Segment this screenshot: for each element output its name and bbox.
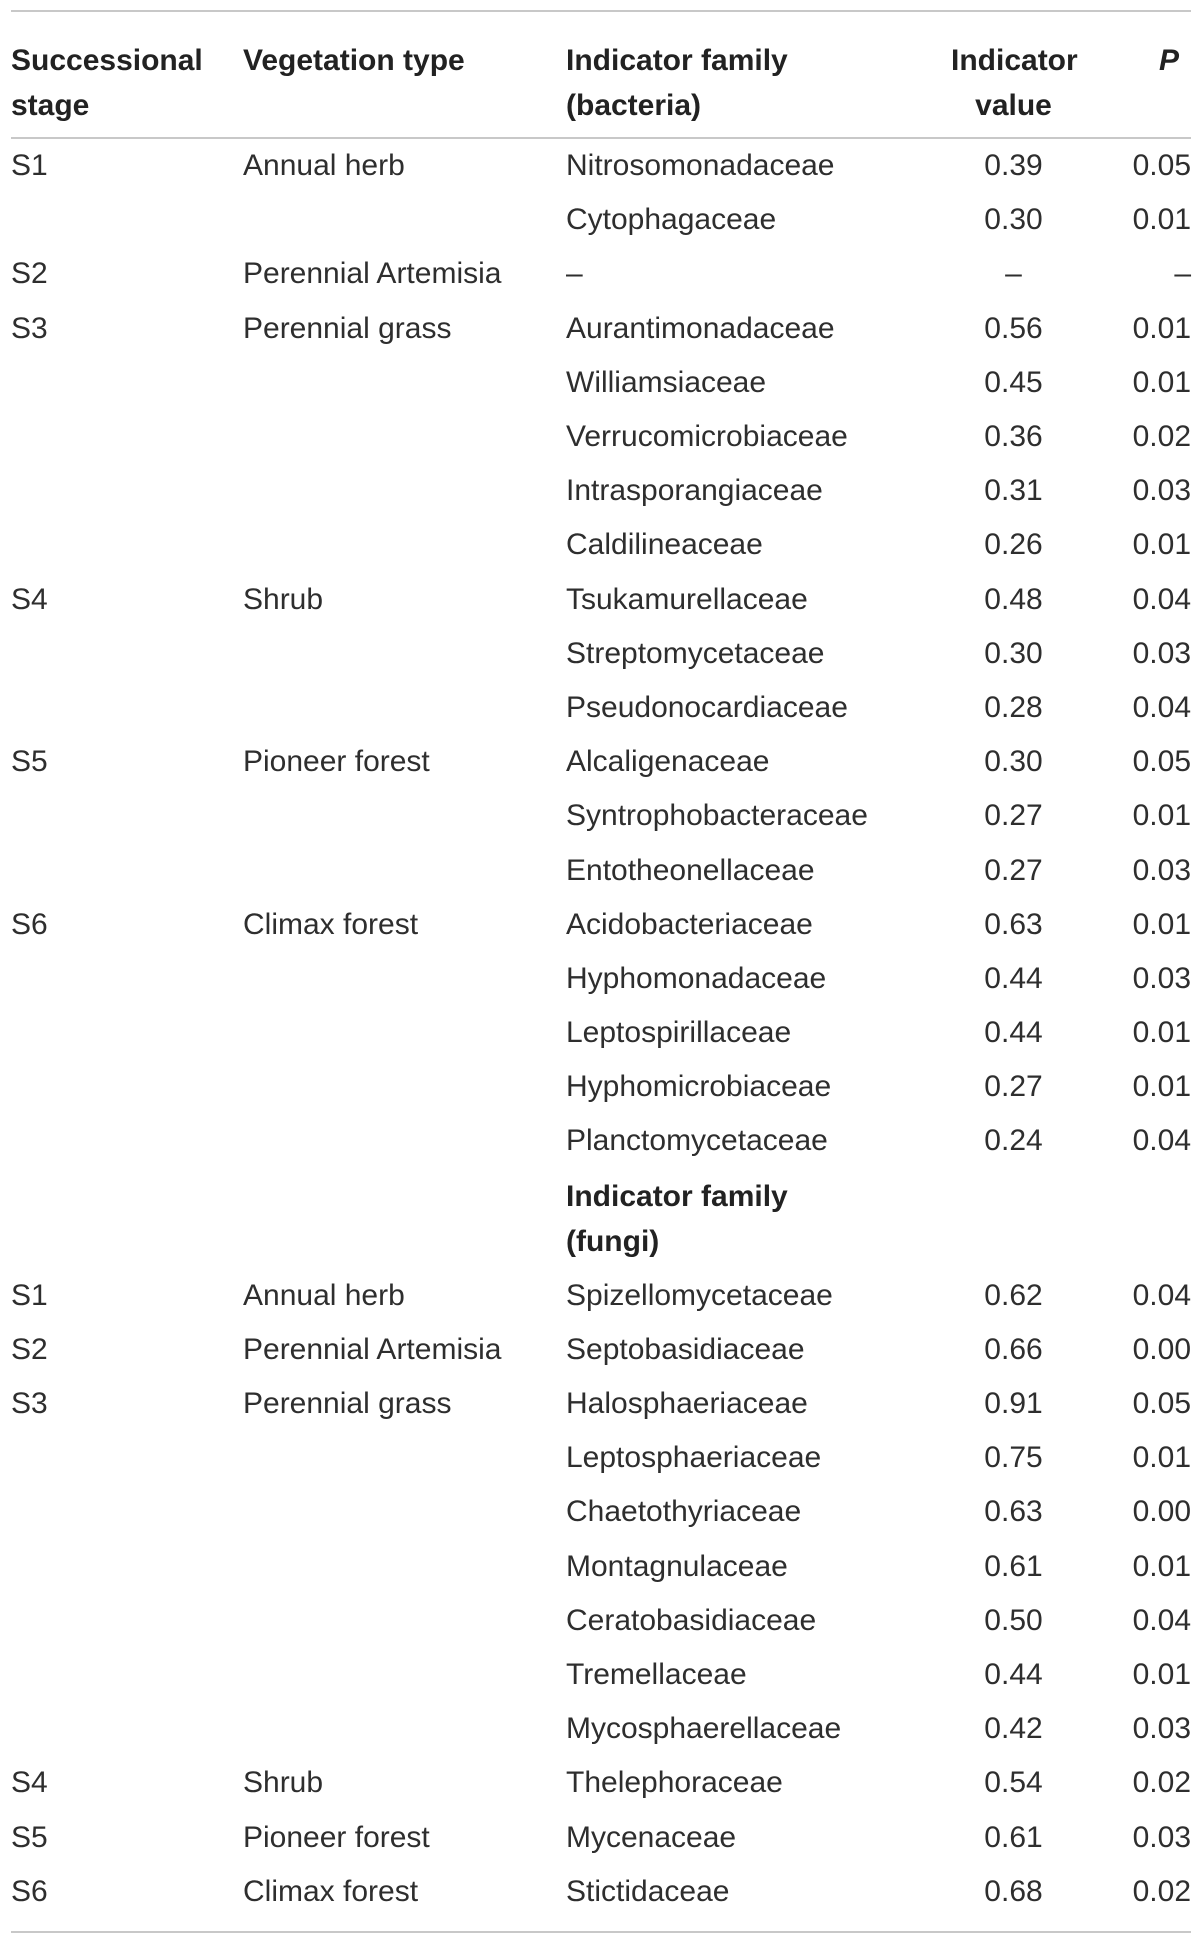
vegetation-cell: Climax forest [243, 907, 419, 941]
table-row [11, 627, 1191, 681]
table-row [11, 1756, 1191, 1810]
family-cell: Streptomycetaceae [566, 636, 825, 670]
family-cell: Williamsiaceae [566, 365, 767, 399]
family-cell: Caldilineaceae [566, 528, 763, 562]
indicator-value-cell: 0.91 [984, 1387, 1043, 1421]
vegetation-cell: Pioneer forest [243, 1820, 430, 1854]
p-value-cell: 0.01 [1132, 528, 1191, 562]
stage-cell: S3 [11, 311, 48, 345]
p-value-cell: 0.05 [1132, 149, 1191, 183]
family-cell: Nitrosomonadaceae [566, 149, 835, 183]
header-family [566, 38, 951, 137]
family-cell: Mycenaceae [566, 1820, 737, 1854]
table-row [11, 681, 1191, 735]
family-cell: Hyphomonadaceae [566, 961, 827, 995]
family-cell: Mycosphaerellaceae [566, 1712, 842, 1746]
indicator-value-cell: 0.28 [984, 690, 1043, 724]
p-value-cell: 0.02 [1132, 1766, 1191, 1800]
family-cell: Ceratobasidiaceae [566, 1603, 817, 1637]
indicator-table [11, 10, 1191, 1933]
p-value-cell: 0.05 [1132, 1387, 1191, 1421]
family-cell: Syntrophobacteraceae [566, 799, 868, 833]
family-cell: Pseudonocardiaceae [566, 690, 848, 724]
p-value-cell: 0.01 [1132, 203, 1191, 237]
indicator-value-cell: 0.61 [984, 1820, 1043, 1854]
indicator-value-cell: 0.44 [984, 1657, 1043, 1691]
table-row [11, 1702, 1191, 1756]
p-value-cell: 0.03 [1132, 853, 1191, 887]
stage-cell: S4 [11, 582, 48, 616]
table-row [11, 573, 1191, 627]
family-cell: Halosphaeriaceae [566, 1387, 808, 1421]
stage-cell: S1 [11, 1278, 48, 1312]
indicator-value-cell: 0.39 [984, 149, 1043, 183]
p-value-cell: 0.01 [1132, 1441, 1191, 1475]
family-cell: Tsukamurellaceae [566, 582, 808, 616]
vegetation-cell: Climax forest [243, 1874, 419, 1908]
stage-cell: S6 [11, 1874, 48, 1908]
p-value-cell: 0.04 [1132, 690, 1191, 724]
family-cell: Planctomycetaceae [566, 1124, 828, 1158]
p-value-cell: 0.04 [1132, 1603, 1191, 1637]
fungi-subheader-line2: (fungi) [566, 1224, 660, 1258]
header-p: P [1158, 44, 1179, 77]
p-value-cell: 0.04 [1132, 582, 1191, 616]
table-row [11, 464, 1191, 518]
p-value-cell: 0.04 [1132, 1124, 1191, 1158]
p-value-cell: 0.05 [1132, 745, 1191, 779]
p-value-cell: 0.01 [1132, 365, 1191, 399]
table-row [11, 952, 1191, 1006]
indicator-value-cell: 0.61 [984, 1549, 1043, 1583]
stage-cell: S5 [11, 1820, 48, 1854]
fungi-subheader [566, 1174, 951, 1264]
family-cell: – [566, 257, 583, 291]
stage-cell: S2 [11, 257, 48, 291]
vegetation-cell: Perennial Artemisia [243, 1332, 502, 1366]
p-value-cell: 0.04 [1132, 1278, 1191, 1312]
table-row [11, 1114, 1191, 1168]
indicator-value-cell: 0.75 [984, 1441, 1043, 1475]
indicator-value-cell: 0.68 [984, 1874, 1043, 1908]
table-row [11, 1323, 1191, 1377]
family-cell: Septobasidiaceae [566, 1332, 805, 1366]
indicator-value-cell: – [1005, 257, 1022, 291]
family-cell: Chaetothyriaceae [566, 1495, 802, 1529]
p-value-cell: 0.01 [1132, 1657, 1191, 1691]
indicator-value-cell: 0.30 [984, 636, 1043, 670]
indicator-value-cell: 0.56 [984, 311, 1043, 345]
indicator-value-cell: 0.27 [984, 1070, 1043, 1104]
header-stage-line2: stage [11, 89, 90, 122]
indicator-value-cell: 0.50 [984, 1603, 1043, 1637]
table-body [11, 139, 1191, 1919]
header-stage-line1: Successional [11, 44, 203, 77]
table-row [11, 1006, 1191, 1060]
p-value-cell: 0.01 [1132, 1070, 1191, 1104]
table-row [11, 1648, 1191, 1702]
p-value-cell: 0.03 [1132, 636, 1191, 670]
family-cell: Leptosphaeriaceae [566, 1441, 822, 1475]
family-cell: Stictidaceae [566, 1874, 730, 1908]
header-vegetation: Vegetation type [243, 44, 465, 77]
header-family-line2: (bacteria) [566, 89, 702, 122]
stage-cell: S1 [11, 149, 48, 183]
indicator-value-cell: 0.31 [984, 474, 1043, 508]
table-row [11, 193, 1191, 247]
stage-cell: S6 [11, 907, 48, 941]
indicator-value-cell: 0.26 [984, 528, 1043, 562]
p-value-cell: 0.00 [1132, 1332, 1191, 1366]
table-row [11, 1810, 1191, 1864]
family-cell: Thelephoraceae [566, 1766, 783, 1800]
indicator-value-cell: 0.62 [984, 1278, 1043, 1312]
indicator-value-cell: 0.63 [984, 1495, 1043, 1529]
table-row [11, 1540, 1191, 1594]
vegetation-cell: Shrub [243, 582, 324, 616]
p-value-cell: 0.01 [1132, 1549, 1191, 1583]
family-cell: Spizellomycetaceae [566, 1278, 833, 1312]
header-value-line1: Indicator [951, 44, 1078, 77]
table-row [11, 247, 1191, 301]
family-cell: Montagnulaceae [566, 1549, 788, 1583]
indicator-value-cell: 0.27 [984, 853, 1043, 887]
vegetation-cell: Perennial Artemisia [243, 257, 502, 291]
p-value-cell: 0.01 [1132, 1016, 1191, 1050]
indicator-value-cell: 0.45 [984, 365, 1043, 399]
p-value-cell: 0.02 [1132, 1874, 1191, 1908]
indicator-value-cell: 0.30 [984, 203, 1043, 237]
family-cell: Verrucomicrobiaceae [566, 420, 848, 454]
fungi-subheader-row [11, 1169, 1191, 1269]
indicator-value-cell: 0.24 [984, 1124, 1043, 1158]
indicator-value-cell: 0.63 [984, 907, 1043, 941]
p-value-cell: 0.03 [1132, 474, 1191, 508]
vegetation-cell: Shrub [243, 1766, 324, 1800]
p-value-cell: – [1174, 257, 1191, 291]
vegetation-cell: Annual herb [243, 1278, 405, 1312]
p-value-cell: 0.01 [1132, 907, 1191, 941]
p-value-cell: 0.03 [1132, 961, 1191, 995]
table-row [11, 843, 1191, 897]
header-value [951, 38, 1076, 137]
table-row [11, 356, 1191, 410]
vegetation-cell: Perennial grass [243, 1387, 452, 1421]
header-value-line2: value [975, 89, 1052, 122]
fungi-subheader-line1: Indicator family [566, 1179, 788, 1213]
table-row [11, 789, 1191, 843]
header-stage [11, 38, 243, 137]
p-value-cell: 0.02 [1132, 420, 1191, 454]
table-row [11, 1431, 1191, 1485]
p-value-cell: 0.00 [1132, 1495, 1191, 1529]
family-cell: Entotheonellaceae [566, 853, 815, 887]
header-family-line1: Indicator family [566, 44, 788, 77]
indicator-value-cell: 0.30 [984, 745, 1043, 779]
family-cell: Leptospirillaceae [566, 1016, 792, 1050]
table-row [11, 1060, 1191, 1114]
indicator-value-cell: 0.27 [984, 799, 1043, 833]
family-cell: Cytophagaceae [566, 203, 777, 237]
vegetation-cell: Pioneer forest [243, 745, 430, 779]
indicator-value-cell: 0.54 [984, 1766, 1043, 1800]
family-cell: Acidobacteriaceae [566, 907, 813, 941]
table-row [11, 518, 1191, 572]
table-row [11, 1269, 1191, 1323]
vegetation-cell: Perennial grass [243, 311, 452, 345]
family-cell: Intrasporangiaceae [566, 474, 823, 508]
family-cell: Hyphomicrobiaceae [566, 1070, 832, 1104]
p-value-cell: 0.03 [1132, 1820, 1191, 1854]
table-row [11, 139, 1191, 193]
p-value-cell: 0.01 [1132, 799, 1191, 833]
table-row [11, 1485, 1191, 1539]
table-row [11, 735, 1191, 789]
indicator-value-cell: 0.36 [984, 420, 1043, 454]
family-cell: Alcaligenaceae [566, 745, 770, 779]
indicator-value-cell: 0.44 [984, 1016, 1043, 1050]
stage-cell: S4 [11, 1766, 48, 1800]
p-value-cell: 0.03 [1132, 1712, 1191, 1746]
table-row [11, 898, 1191, 952]
family-cell: Aurantimonadaceae [566, 311, 835, 345]
indicator-value-cell: 0.44 [984, 961, 1043, 995]
family-cell: Tremellaceae [566, 1657, 747, 1691]
vegetation-cell: Annual herb [243, 149, 405, 183]
table-row [11, 1377, 1191, 1431]
table-row [11, 1865, 1191, 1919]
p-value-cell: 0.01 [1132, 311, 1191, 345]
table-row [11, 1594, 1191, 1648]
stage-cell: S2 [11, 1332, 48, 1366]
table-header [11, 12, 1191, 137]
indicator-value-cell: 0.48 [984, 582, 1043, 616]
indicator-value-cell: 0.66 [984, 1332, 1043, 1366]
indicator-value-cell: 0.42 [984, 1712, 1043, 1746]
bottom-rule [11, 1931, 1191, 1933]
stage-cell: S3 [11, 1387, 48, 1421]
stage-cell: S5 [11, 745, 48, 779]
table-row [11, 410, 1191, 464]
table-row [11, 302, 1191, 356]
